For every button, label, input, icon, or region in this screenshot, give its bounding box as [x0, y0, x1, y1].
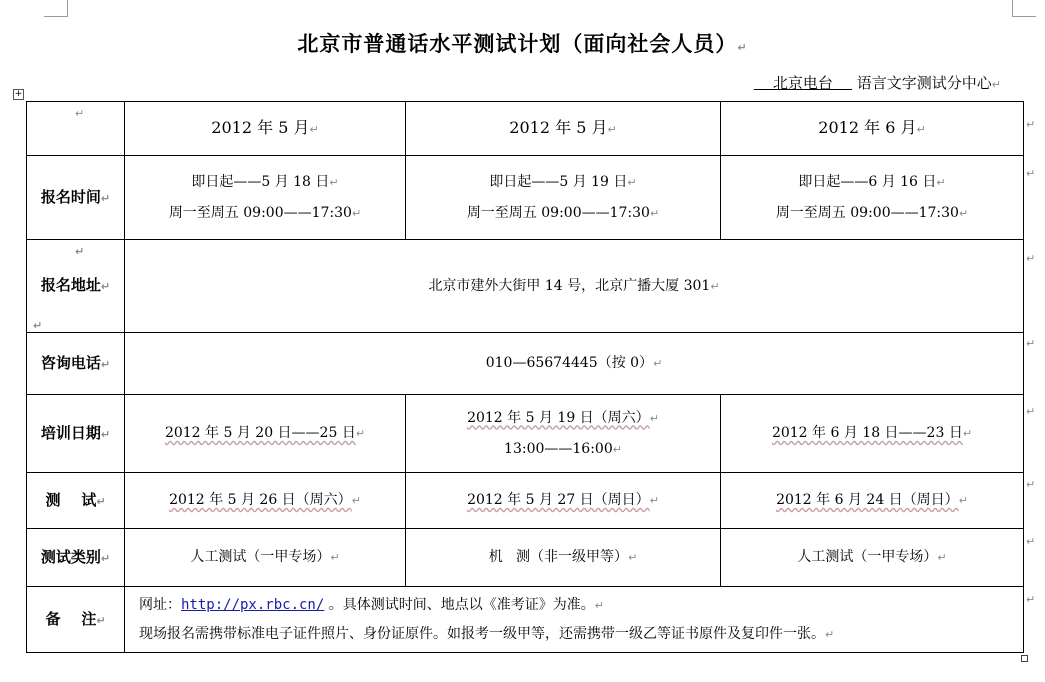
- training-cell-1: 2012 年 5 月 20 日——25 日↵: [125, 395, 406, 473]
- row-label-phone: 咨询电话↵: [27, 333, 125, 395]
- phone-value: 010—65674445（按 0）↵: [125, 333, 1024, 395]
- row-end-mark: ↵: [1026, 593, 1036, 606]
- header-month-1: 2012 年 5 月↵: [125, 102, 406, 156]
- row-end-mark: ↵: [1026, 337, 1036, 350]
- table-row-reg-addr: [27, 240, 1024, 333]
- header-empty-cell: ↵: [27, 102, 125, 156]
- table-row-category: [27, 529, 1024, 587]
- table-resize-handle[interactable]: [1021, 655, 1028, 662]
- crop-mark-right-h: [1012, 16, 1036, 17]
- table-move-handle-icon[interactable]: +: [14, 89, 23, 99]
- header-month-3: 2012 年 6 月↵: [721, 102, 1024, 156]
- table-row-header: [27, 102, 1024, 156]
- row-end-mark: ↵: [1026, 252, 1036, 265]
- reg-addr-value: 北京市建外大街甲 14 号，北京广播大厦 301↵: [125, 240, 1024, 333]
- row-end-mark: ↵: [1026, 118, 1036, 131]
- row-label-reg-addr: ↵ 报名地址↵ ↵: [27, 240, 125, 333]
- table-row-notes: [27, 587, 1024, 653]
- schedule-table: [26, 101, 1024, 653]
- row-label-test: 测 试↵: [27, 473, 125, 529]
- header-month-2: 2012 年 5 月↵: [406, 102, 721, 156]
- document-title: 北京市普通话水平测试计划（面向社会人员）↵: [297, 31, 748, 56]
- row-label-reg-time: 报名时间↵: [27, 156, 125, 240]
- category-cell-2: 机 测（非一级甲等）↵: [406, 529, 721, 587]
- row-end-mark: ↵: [1026, 405, 1036, 418]
- table-row-test: [27, 473, 1024, 529]
- row-end-mark: ↵: [1026, 167, 1036, 180]
- crop-mark-left-h: [44, 16, 68, 17]
- category-cell-1: 人工测试（一甲专场）↵: [125, 529, 406, 587]
- test-cell-3: 2012 年 6 月 24 日（周日）↵: [721, 473, 1024, 529]
- table-row-reg-time: [27, 156, 1024, 240]
- test-cell-1: 2012 年 5 月 26 日（周六）↵: [125, 473, 406, 529]
- table-row-phone: [27, 333, 1024, 395]
- website-link[interactable]: http://px.rbc.cn/: [181, 596, 325, 613]
- row-label-category: 测试类别↵: [27, 529, 125, 587]
- org-name: 语言文字测试分中心: [856, 74, 992, 92]
- notes-value: 网址：http://px.rbc.cn/ 。具体测试时间、地点以《准考证》为准。↵ 现场报名需携带标准电子证件照片、身份证原件。如报考一级甲等，还需携带一级乙等证书原件及复印件一张。↵: [125, 587, 1024, 653]
- training-cell-3: 2012 年 6 月 18 日——23 日↵: [721, 395, 1024, 473]
- row-label-training: 培训日期↵: [27, 395, 125, 473]
- test-cell-2: 2012 年 5 月 27 日（周日）↵: [406, 473, 721, 529]
- category-cell-3: 人工测试（一甲专场）↵: [721, 529, 1024, 587]
- organization-line: 北京电台 语言文字测试分中心↵: [754, 72, 1001, 93]
- row-end-mark: ↵: [1026, 535, 1036, 548]
- reg-time-cell-2: 即日起——5 月 19 日↵ 周一至周五 09:00——17:30↵: [406, 156, 721, 240]
- training-cell-2: 2012 年 5 月 19 日（周六）↵ 13:00——16:00↵: [406, 395, 721, 473]
- row-label-notes: 备 注↵: [27, 587, 125, 653]
- org-underlined: 北京电台: [772, 74, 833, 92]
- reg-time-cell-1: 即日起——5 月 18 日↵ 周一至周五 09:00——17:30↵: [125, 156, 406, 240]
- table-row-training: [27, 395, 1024, 473]
- crop-mark-right-v: [1012, 0, 1013, 16]
- reg-time-cell-3: 即日起——6 月 16 日↵ 周一至周五 09:00——17:30↵: [721, 156, 1024, 240]
- crop-mark-left-v: [67, 0, 68, 16]
- row-end-mark: ↵: [1026, 478, 1036, 491]
